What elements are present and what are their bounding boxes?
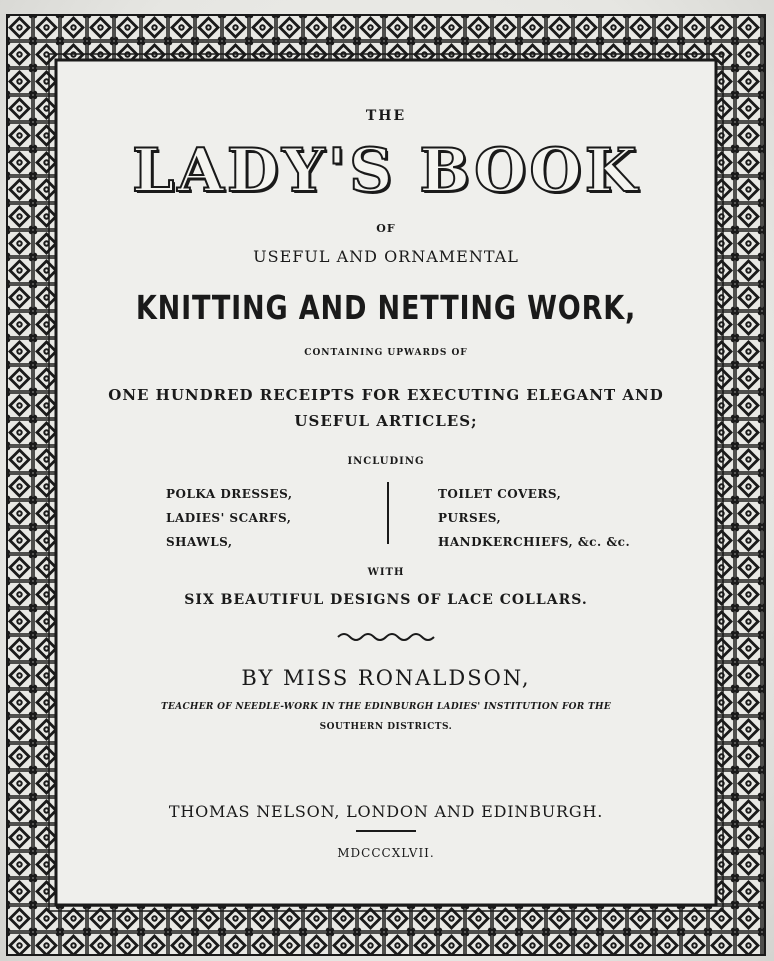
main-subject: KNITTING AND NETTING WORK, (135, 288, 637, 327)
article-list (60, 482, 712, 552)
page-content (60, 64, 712, 891)
publication-year: MDCCCXLVII. (337, 846, 435, 860)
subtitle: USEFUL AND ORNAMENTAL (253, 247, 519, 266)
article-list-right (438, 482, 630, 554)
receipts-line-2: USEFUL ARTICLES; (294, 412, 478, 430)
flourish-divider (336, 630, 436, 644)
author-credentials-1: TEACHER OF NEEDLE-WORK IN THE EDINBURGH LADIES' INSTITUTION FOR THE (161, 702, 611, 712)
author-credentials-2: SOUTHERN DISTRICTS. (319, 722, 453, 732)
lace-designs-text: SIX BEAUTIFUL DESIGNS OF LACE COLLARS. (184, 592, 588, 608)
title-of: OF (376, 222, 396, 235)
list-item: LADIES' SCARFS, (166, 511, 292, 525)
author: BY MISS RONALDSON, (241, 666, 531, 690)
publisher: THOMAS NELSON, LONDON AND EDINBURGH. (168, 802, 604, 821)
including-text: INCLUDING (347, 456, 425, 467)
containing-text: CONTAINING UPWARDS OF (304, 348, 468, 358)
with-text: WITH (367, 567, 405, 578)
title-article: THE (365, 108, 407, 124)
column-divider (387, 482, 389, 544)
list-item: HANDKERCHIEFS, &c. &c. (438, 535, 631, 549)
publisher-rule (356, 830, 416, 832)
list-item: TOILET COVERS, (438, 487, 562, 501)
book-title: LADY'S BOOK (132, 136, 640, 206)
article-list-left (166, 482, 293, 554)
list-item: PURSES, (438, 511, 502, 525)
list-item: POLKA DRESSES, (166, 487, 293, 501)
receipts-line-1: ONE HUNDRED RECEIPTS FOR EXECUTING ELEGANT AND (108, 386, 664, 404)
list-item: SHAWLS, (166, 535, 233, 549)
